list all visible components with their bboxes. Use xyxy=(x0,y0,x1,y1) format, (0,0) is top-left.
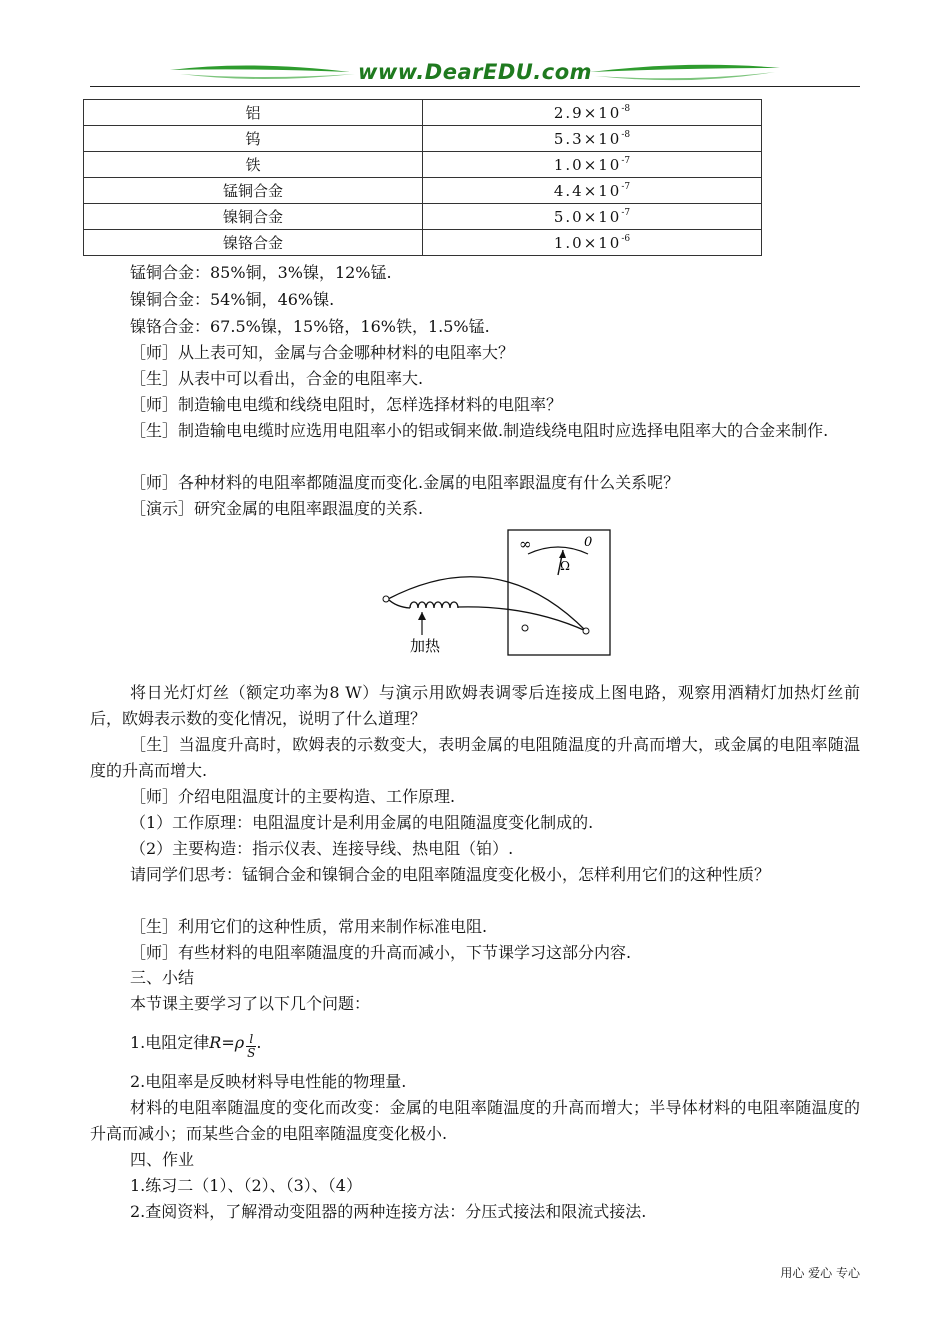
resistivity-cell: $1.0\times 10^{-6}$ xyxy=(423,230,762,256)
table-row xyxy=(84,100,762,126)
summary-item-1: 1.电阻定律R=ρ $\frac{l}{S}$ . xyxy=(130,1032,262,1060)
resistivity-table xyxy=(83,99,762,256)
summary-item-3: 材料的电阻率随温度的变化而改变：金属的电阻率随温度的升高而增大；半导体材料的电阻率随温度的升高而减小；而某些合金的电阻率随温度变化极小. xyxy=(90,1098,860,1143)
homework-item-2: 2.查阅资料，了解滑动变阻器的两种连接方法：分压式接法和限流式接法. xyxy=(130,1202,647,1221)
student-paragraph: ［生］当温度升高时，欧姆表的示数变大，表明金属的电阻随温度的升高而增大，或金属的电阻率随温度的升高而增大. xyxy=(90,735,860,780)
resistivity-cell: $5.0\times 10^{-7}$ xyxy=(423,204,762,230)
homework-heading: 四、作业 xyxy=(130,1150,195,1169)
site-logo: www.DearEDU.com xyxy=(357,60,593,84)
zero-label: 0 xyxy=(584,535,593,550)
table-row xyxy=(84,178,762,204)
principle-line: （1）工作原理：电阻温度计是利用金属的电阻随温度变化制成的. xyxy=(130,813,594,832)
infinity-label: ∞ xyxy=(519,535,532,553)
resistivity-cell: $4.4\times 10^{-7}$ xyxy=(423,178,762,204)
structure-line: （2）主要构造：指示仪表、连接导线、热电阻（铂）. xyxy=(130,839,514,858)
ohm-label: Ω xyxy=(560,559,570,573)
material-cell: 镍铬合金 xyxy=(84,230,423,256)
teacher-line: ［师］有些材料的电阻率随温度的升高而减小，下节课学习这部分内容. xyxy=(130,943,632,962)
alloy-constantan: 镍铜合金：54%铜，46%镍. xyxy=(130,290,335,309)
summary-heading: 三、小结 xyxy=(130,968,195,987)
alloy-nichrome: 镍铬合金：67.5%镍，15%铬，16%铁，1.5%锰. xyxy=(130,317,490,336)
student-paragraph: ［生］制造输电电缆时应选用电阻率小的铝或铜来做.制造线绕电阻时应选择电阻率大的合金来制作. xyxy=(130,421,829,440)
summary-item-2: 2.电阻率是反映材料导电性能的物理量. xyxy=(130,1072,407,1091)
formula-lhs: R=ρ xyxy=(209,1033,245,1052)
resistivity-cell: $2.9\times 10^{-8}$ xyxy=(423,100,762,126)
teacher-line: ［师］介绍电阻温度计的主要构造、工作原理. xyxy=(130,787,456,806)
resistivity-cell: $1.0\times 10^{-7}$ xyxy=(423,152,762,178)
table-row xyxy=(84,230,762,256)
summary-intro: 本节课主要学习了以下几个问题： xyxy=(130,994,371,1013)
material-cell: 镍铜合金 xyxy=(84,204,423,230)
resistivity-cell: $5.3\times 10^{-8}$ xyxy=(423,126,762,152)
student-line: ［生］利用它们的这种性质，常用来制作标准电阻. xyxy=(130,917,488,936)
material-cell: 铝 xyxy=(84,100,423,126)
header-rule xyxy=(90,86,860,87)
table-row xyxy=(84,152,762,178)
teacher-line: ［师］各种材料的电阻率都随温度而变化.金属的电阻率跟温度有什么关系呢？ xyxy=(130,473,680,492)
question-paragraph: 请同学们思考：锰铜合金和镍铜合金的电阻率随温度变化极小，怎样利用它们的这种性质？ xyxy=(130,865,771,884)
teacher-line: ［师］从上表可知，金属与合金哪种材料的电阻率大？ xyxy=(130,343,515,362)
demo-line: ［演示］研究金属的电阻率跟温度的关系. xyxy=(130,499,424,518)
experiment-paragraph: 将日光灯灯丝（额定功率为8 W）与演示用欧姆表调零后连接成上图电路，观察用酒精灯加热灯丝前后，欧姆表示数的变化情况，说明了什么道理？ xyxy=(90,683,860,728)
material-cell: 锰铜合金 xyxy=(84,178,423,204)
homework-item-1: 1.练习二（1）、（2）、（3）、（4） xyxy=(130,1176,362,1195)
teacher-line: ［师］制造输电电缆和线绕电阻时，怎样选择材料的电阻率？ xyxy=(130,395,563,414)
circuit-diagram xyxy=(378,527,618,657)
heat-label: 加热 xyxy=(410,637,441,655)
material-cell: 钨 xyxy=(84,126,423,152)
page-footer: 用心 爱心 专心 xyxy=(780,1266,860,1280)
material-cell: 铁 xyxy=(84,152,423,178)
formula-fraction: $\frac{l}{S}$ xyxy=(247,1032,256,1060)
page-header xyxy=(90,58,860,90)
student-line: ［生］从表中可以看出，合金的电阻率大. xyxy=(130,369,424,388)
table-row xyxy=(84,204,762,230)
alloy-manganin: 锰铜合金：85%铜，3%镍，12%锰. xyxy=(130,263,392,282)
table-row xyxy=(84,126,762,152)
